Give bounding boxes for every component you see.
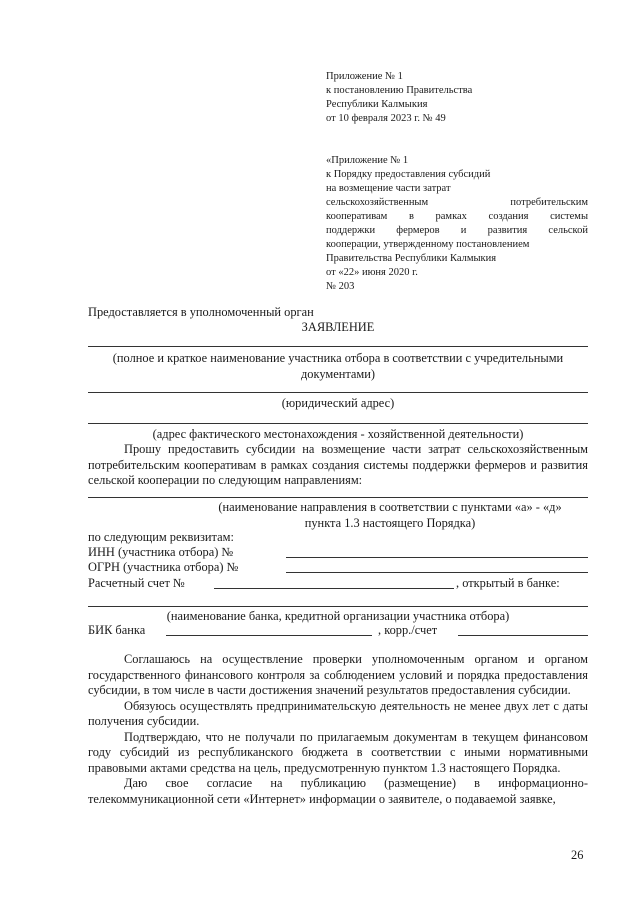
opened-in-bank-label: , открытый в банке: [456,576,560,590]
obligation-paragraph: Обязуюсь осуществлять предпринимательскую деятельность не менее двух лет с даты получения субсидии. [88,698,588,728]
appendix-header [326,70,576,126]
actual-address-field-line[interactable] [88,423,588,424]
account-label: Расчетный счет № [88,576,185,590]
header2-line: Правительства Республики Калмыкия [326,253,497,264]
legal-address-field-line[interactable] [88,392,588,393]
header2-justified-line: сельскохозяйственным потребительским [326,197,588,208]
requisites-heading: по следующим реквизитам: [88,530,234,544]
header1-line: Республики Калмыкия [326,99,428,110]
body-paragraphs [88,652,588,807]
page-number: 26 [571,848,584,862]
order-appendix-header [326,154,588,294]
intro-text: Предоставляется в уполномоченный орган [88,305,314,319]
publication-consent-paragraph: Даю свое согласие на публикацию (размещение) в информационно-телекоммуникационной сети «Интернет» информации о заявителе, о подаваемой заявке, [88,776,588,806]
header2-line: на возмещение части затрат [326,183,451,194]
bank-field-line[interactable] [88,606,588,607]
corr-account-field-line[interactable] [458,635,588,636]
header2-line: к Порядку предоставления субсидий [326,169,491,180]
document-title: ЗАЯВЛЕНИЕ [301,320,375,334]
header1-line: к постановлению Правительства [326,85,473,96]
header2-justified-line: поддержки фермеров и развития сельской [326,225,588,236]
header2-line: «Приложение № 1 [326,155,409,166]
actual-address-caption: (адрес фактического местонахождения - хозяйственной деятельности) [152,427,524,441]
header1-line: Приложение № 1 [326,71,403,82]
legal-address-caption: (юридический адрес) [281,396,395,410]
bank-caption: (наименование банка, кредитной организации участника отбора) [166,609,510,623]
corr-account-label: , корр./счет [378,623,438,637]
ogrn-label: ОГРН (участника отбора) № [88,560,239,574]
header2-line: кооперации, утвержденному постановлением [326,239,530,250]
direction-caption: (наименование направления в соответствии с пунктами «а» - «д» пункта 1.3 настоящего Порядка) [218,500,562,530]
consent-paragraph: Соглашаюсь на осуществление проверки уполномоченным органом и органом государственного финансового контроля за соблюдением условий и порядка предоставления субсидии, в том числе в части достижения значений результатов предоставления субсидии. [88,652,588,697]
ogrn-field-line[interactable] [286,572,588,573]
bik-field-line[interactable] [166,635,372,636]
confirmation-paragraph: Подтверждаю, что не получали по прилагаемым документам в текущем финансовом году субсидий из республиканского бюджета в соответствии с иными нормативными правовыми актами средства на цель, предусмотренную пунктом 1.3 настоящего Порядка. [88,729,588,775]
account-field-line[interactable] [214,588,454,589]
request-paragraph: Прошу предоставить субсидии на возмещение части затрат сельскохозяйственным потребительским кооперативам в рамках создания системы поддержки фермеров и развития сельской кооперации по следующим направлениям: [88,442,588,487]
header2-justified-line: кооперативам в рамках создания системы [326,211,588,222]
name-caption: (полное и краткое наименование участника отбора в соответствии с учредительными документами) [112,351,564,381]
name-field-line[interactable] [88,346,588,347]
inn-label: ИНН (участника отбора) № [88,545,234,559]
direction-field-line[interactable] [88,497,588,498]
inn-field-line[interactable] [286,557,588,558]
header2-line: от «22» июня 2020 г. [326,267,418,278]
header1-line: от 10 февраля 2023 г. № 49 [326,113,446,124]
header2-line: № 203 [326,281,355,292]
bik-label: БИК банка [88,623,146,637]
